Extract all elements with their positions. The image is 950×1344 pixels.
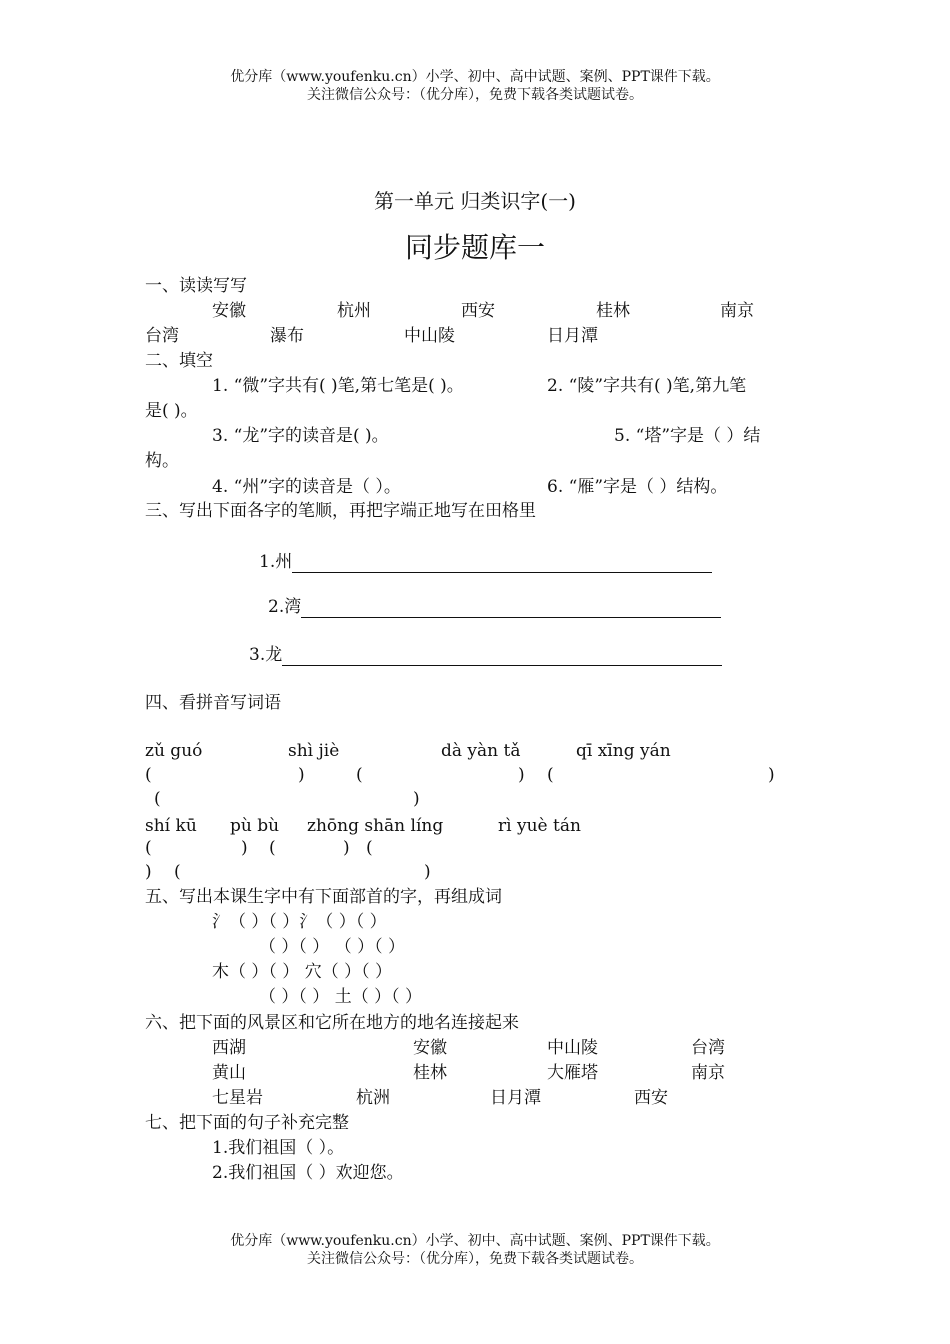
paren-open: ( <box>154 789 161 809</box>
footer-line-1: 优分库（www.youfenku.cn）小学、初中、高中试题、案例、PPT课件下载。 <box>230 1233 720 1249</box>
paren-open: ( <box>356 765 363 785</box>
radical-row: 木（ ）（ ） 穴（ ）（ ） <box>212 962 393 982</box>
place-item: 桂林 <box>413 1063 447 1083</box>
pinyin: pù bù <box>230 816 280 836</box>
stroke-item <box>249 644 722 666</box>
fill-question: 5. “塔”字是（ ）结 <box>614 426 761 446</box>
stroke-item <box>268 596 721 618</box>
place-item: 大雁塔 <box>547 1063 598 1083</box>
paren-close: ) <box>298 765 305 785</box>
place-item: 台湾 <box>691 1038 725 1058</box>
pinyin: shì jiè <box>288 741 340 761</box>
paren-close: ) <box>413 789 420 809</box>
pinyin: qī xīng yán <box>576 741 671 761</box>
pinyin: zhōng shān líng <box>307 816 444 836</box>
footer-line-2: 关注微信公众号：（优分库），免费下载各类试题试卷。 <box>307 1251 643 1267</box>
fill-question: 4. “州”字的读音是（ ）。 <box>212 477 401 497</box>
word-item: 西安 <box>461 301 495 321</box>
place-item: 南京 <box>691 1063 725 1083</box>
place-item: 黄山 <box>212 1063 246 1083</box>
word-item: 桂林 <box>596 301 630 321</box>
radical-row: 氵（ ）（ ）氵（ ）（ ） <box>212 912 387 932</box>
place-item: 七星岩 <box>212 1088 263 1108</box>
stroke-item-label: 3.龙 <box>249 645 283 665</box>
word-item: 瀑布 <box>270 326 304 346</box>
paren-open: ( <box>547 765 554 785</box>
paren-close: ) <box>343 838 350 858</box>
place-item: 中山陵 <box>547 1038 598 1058</box>
sentence-question: 2.我们祖国（ ）欢迎您。 <box>212 1163 404 1183</box>
word-item: 日月潭 <box>547 326 598 346</box>
stroke-item <box>259 551 712 573</box>
sentence-question: 1.我们祖国（ ）。 <box>212 1138 345 1158</box>
paren-open: ( <box>366 838 373 858</box>
paren-close: ) <box>424 862 431 882</box>
place-item: 西安 <box>634 1088 668 1108</box>
word-item: 杭州 <box>337 301 371 321</box>
paren-close: ) <box>518 765 525 785</box>
page-title: 同步题库一 <box>404 231 545 264</box>
section-5-heading: 五、写出本课生字中有下面部首的字，再组成词 <box>145 887 502 907</box>
section-3-heading: 三、写出下面各字的笔顺，再把字端正地写在田格里 <box>145 501 536 521</box>
pinyin: dà yàn tǎ <box>441 741 521 761</box>
pinyin: zǔ guó <box>145 741 203 761</box>
place-item: 日月潭 <box>490 1088 541 1108</box>
fill-question-continued: 是( )。 <box>145 401 198 421</box>
pinyin: shí kū <box>145 816 197 836</box>
word-item: 南京 <box>720 301 754 321</box>
paren-close: ) <box>241 838 248 858</box>
answer-line <box>282 648 722 666</box>
fill-question: 2. “陵”字共有( )笔,第九笔 <box>547 376 747 396</box>
radical-row: （ ）（ ） （ ）（ ） <box>259 937 406 957</box>
answer-line <box>292 555 712 573</box>
header-line-1: 优分库（www.youfenku.cn）小学、初中、高中试题、案例、PPT课件下载。 <box>230 69 720 85</box>
word-item: 中山陵 <box>404 326 455 346</box>
unit-title: 第一单元 归类识字(一) <box>374 189 576 213</box>
place-item: 西湖 <box>212 1038 246 1058</box>
fill-question: 3. “龙”字的读音是( )。 <box>212 426 389 446</box>
pinyin: rì yuè tán <box>498 816 581 836</box>
stroke-item-label: 2.湾 <box>268 597 302 617</box>
paren-close: ) <box>145 862 152 882</box>
section-4-heading: 四、看拼音写词语 <box>145 693 281 713</box>
stroke-item-label: 1.州 <box>259 552 293 572</box>
paren-open: ( <box>174 862 181 882</box>
section-2-heading: 二、填空 <box>145 351 213 371</box>
place-item: 杭洲 <box>356 1088 390 1108</box>
answer-line <box>301 600 721 618</box>
paren-open: ( <box>269 838 276 858</box>
paren-close: ) <box>768 765 775 785</box>
fill-question: 1. “微”字共有( )笔,第七笔是( )。 <box>212 376 464 396</box>
fill-question-continued: 构。 <box>145 451 179 471</box>
section-6-heading: 六、把下面的风景区和它所在地方的地名连接起来 <box>145 1013 519 1033</box>
header-line-2: 关注微信公众号：（优分库），免费下载各类试题试卷。 <box>307 87 643 103</box>
section-1-heading: 一、读读写写 <box>145 276 247 296</box>
place-item: 安徽 <box>413 1038 447 1058</box>
paren-open: ( <box>145 838 152 858</box>
radical-row: （ ）（ ） 土（ ）（ ） <box>259 987 423 1007</box>
word-item: 台湾 <box>145 326 179 346</box>
word-item: 安徽 <box>212 301 246 321</box>
section-7-heading: 七、把下面的句子补充完整 <box>145 1113 349 1133</box>
paren-open: ( <box>145 765 152 785</box>
fill-question: 6. “雁”字是（ ）结构。 <box>547 477 728 497</box>
